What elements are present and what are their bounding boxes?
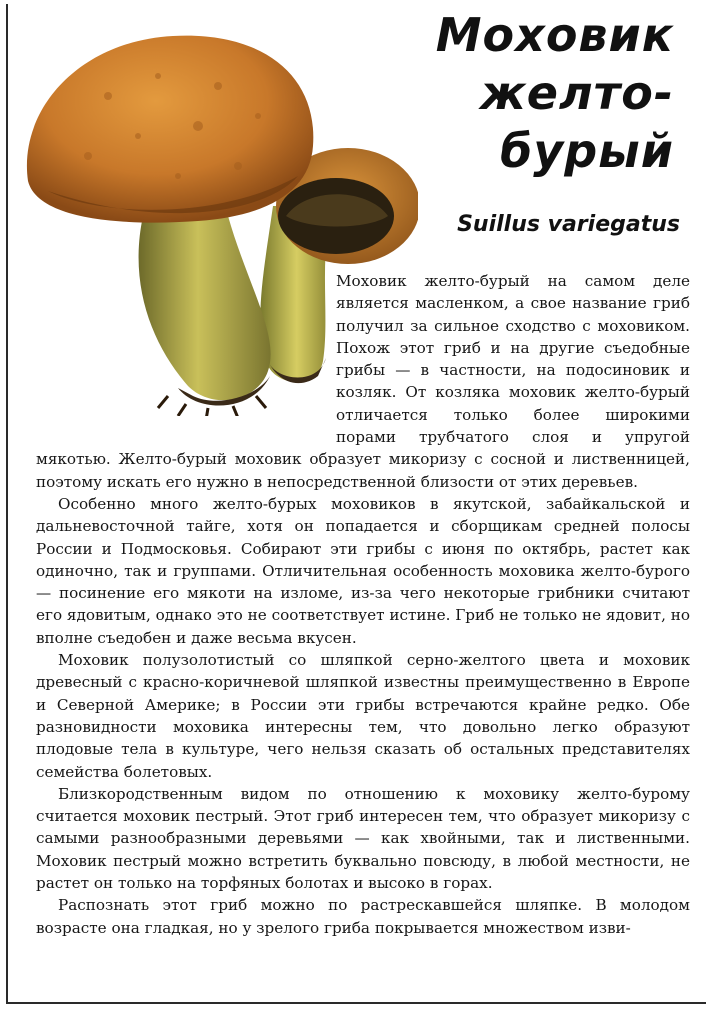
paragraph-1: Моховик желто-бурый на самом деле является масленком, а свое название гриб получил за сильное сходство с моховиком. Похож этот гриб и на другие съедобные грибы — в частности, на подосиновик и козляк. От козляка моховик желто-бурый отличается только более широкими порами трубчатого слоя и упругой мякотью. Желто-бурый моховик образует микоризу с сосной и лиственницей, поэтому искать его нужно в непосредственной близости от этих деревьев. — [36, 272, 690, 491]
title-line-3: бурый — [500, 124, 674, 178]
title-line-1: Моховик — [435, 8, 674, 62]
page-title — [334, 6, 674, 180]
paragraph-3: Моховик полузолотистый со шляпкой серно-желтого цвета и моховик древесный с красно-коричневой шляпкой известны преимущественно в Европе и Северной Америке; в России эти грибы встречаются крайне редко. Обе разновидности моховика интересны тем, что довольно легко образуют плодовые тела в культуре, чего нельзя сказать об остальных представителях семейства болетовых. — [36, 651, 690, 781]
text-wrap-spacer — [36, 270, 336, 448]
title-line-2: желто- — [479, 66, 674, 120]
article-body — [36, 270, 690, 939]
paragraph-2: Особенно много желто-бурых моховиков в якутской, забайкальской и дальневосточной тайге, хотя он попадается и сборщикам средней полосы России и Подмосковья. Собирают эти грибы с июня по октябрь, растет как одиночно, так и группами. Отличительная особенность моховика желто-бурого — посинение его мякоти на изломе, из-за чего некоторые грибники считают его ядовитым, однако это не соответствует истине. Гриб не только не ядовит, но вполне съедобен и даже весьма вкусен. — [36, 494, 690, 647]
paragraph-4: Близкородственным видом по отношению к моховику желто-бурому считается моховик пестрый. Этот гриб интересен тем, что образует микоризу с самыми разнообразными деревьями — как хвойными, так и лиственными. Моховик пестрый можно встретить буквально повсюду, в любой местности, не растет он только на торфяных болотах и высоко в горах. — [36, 784, 690, 893]
paragraph-5: Распознать этот гриб можно по растрескавшейся шляпке. В молодом возрасте она гладкая, но у зрелого гриба покрывается множеством изви- — [36, 896, 690, 937]
latin-name: Suillus variegatus — [457, 212, 680, 237]
